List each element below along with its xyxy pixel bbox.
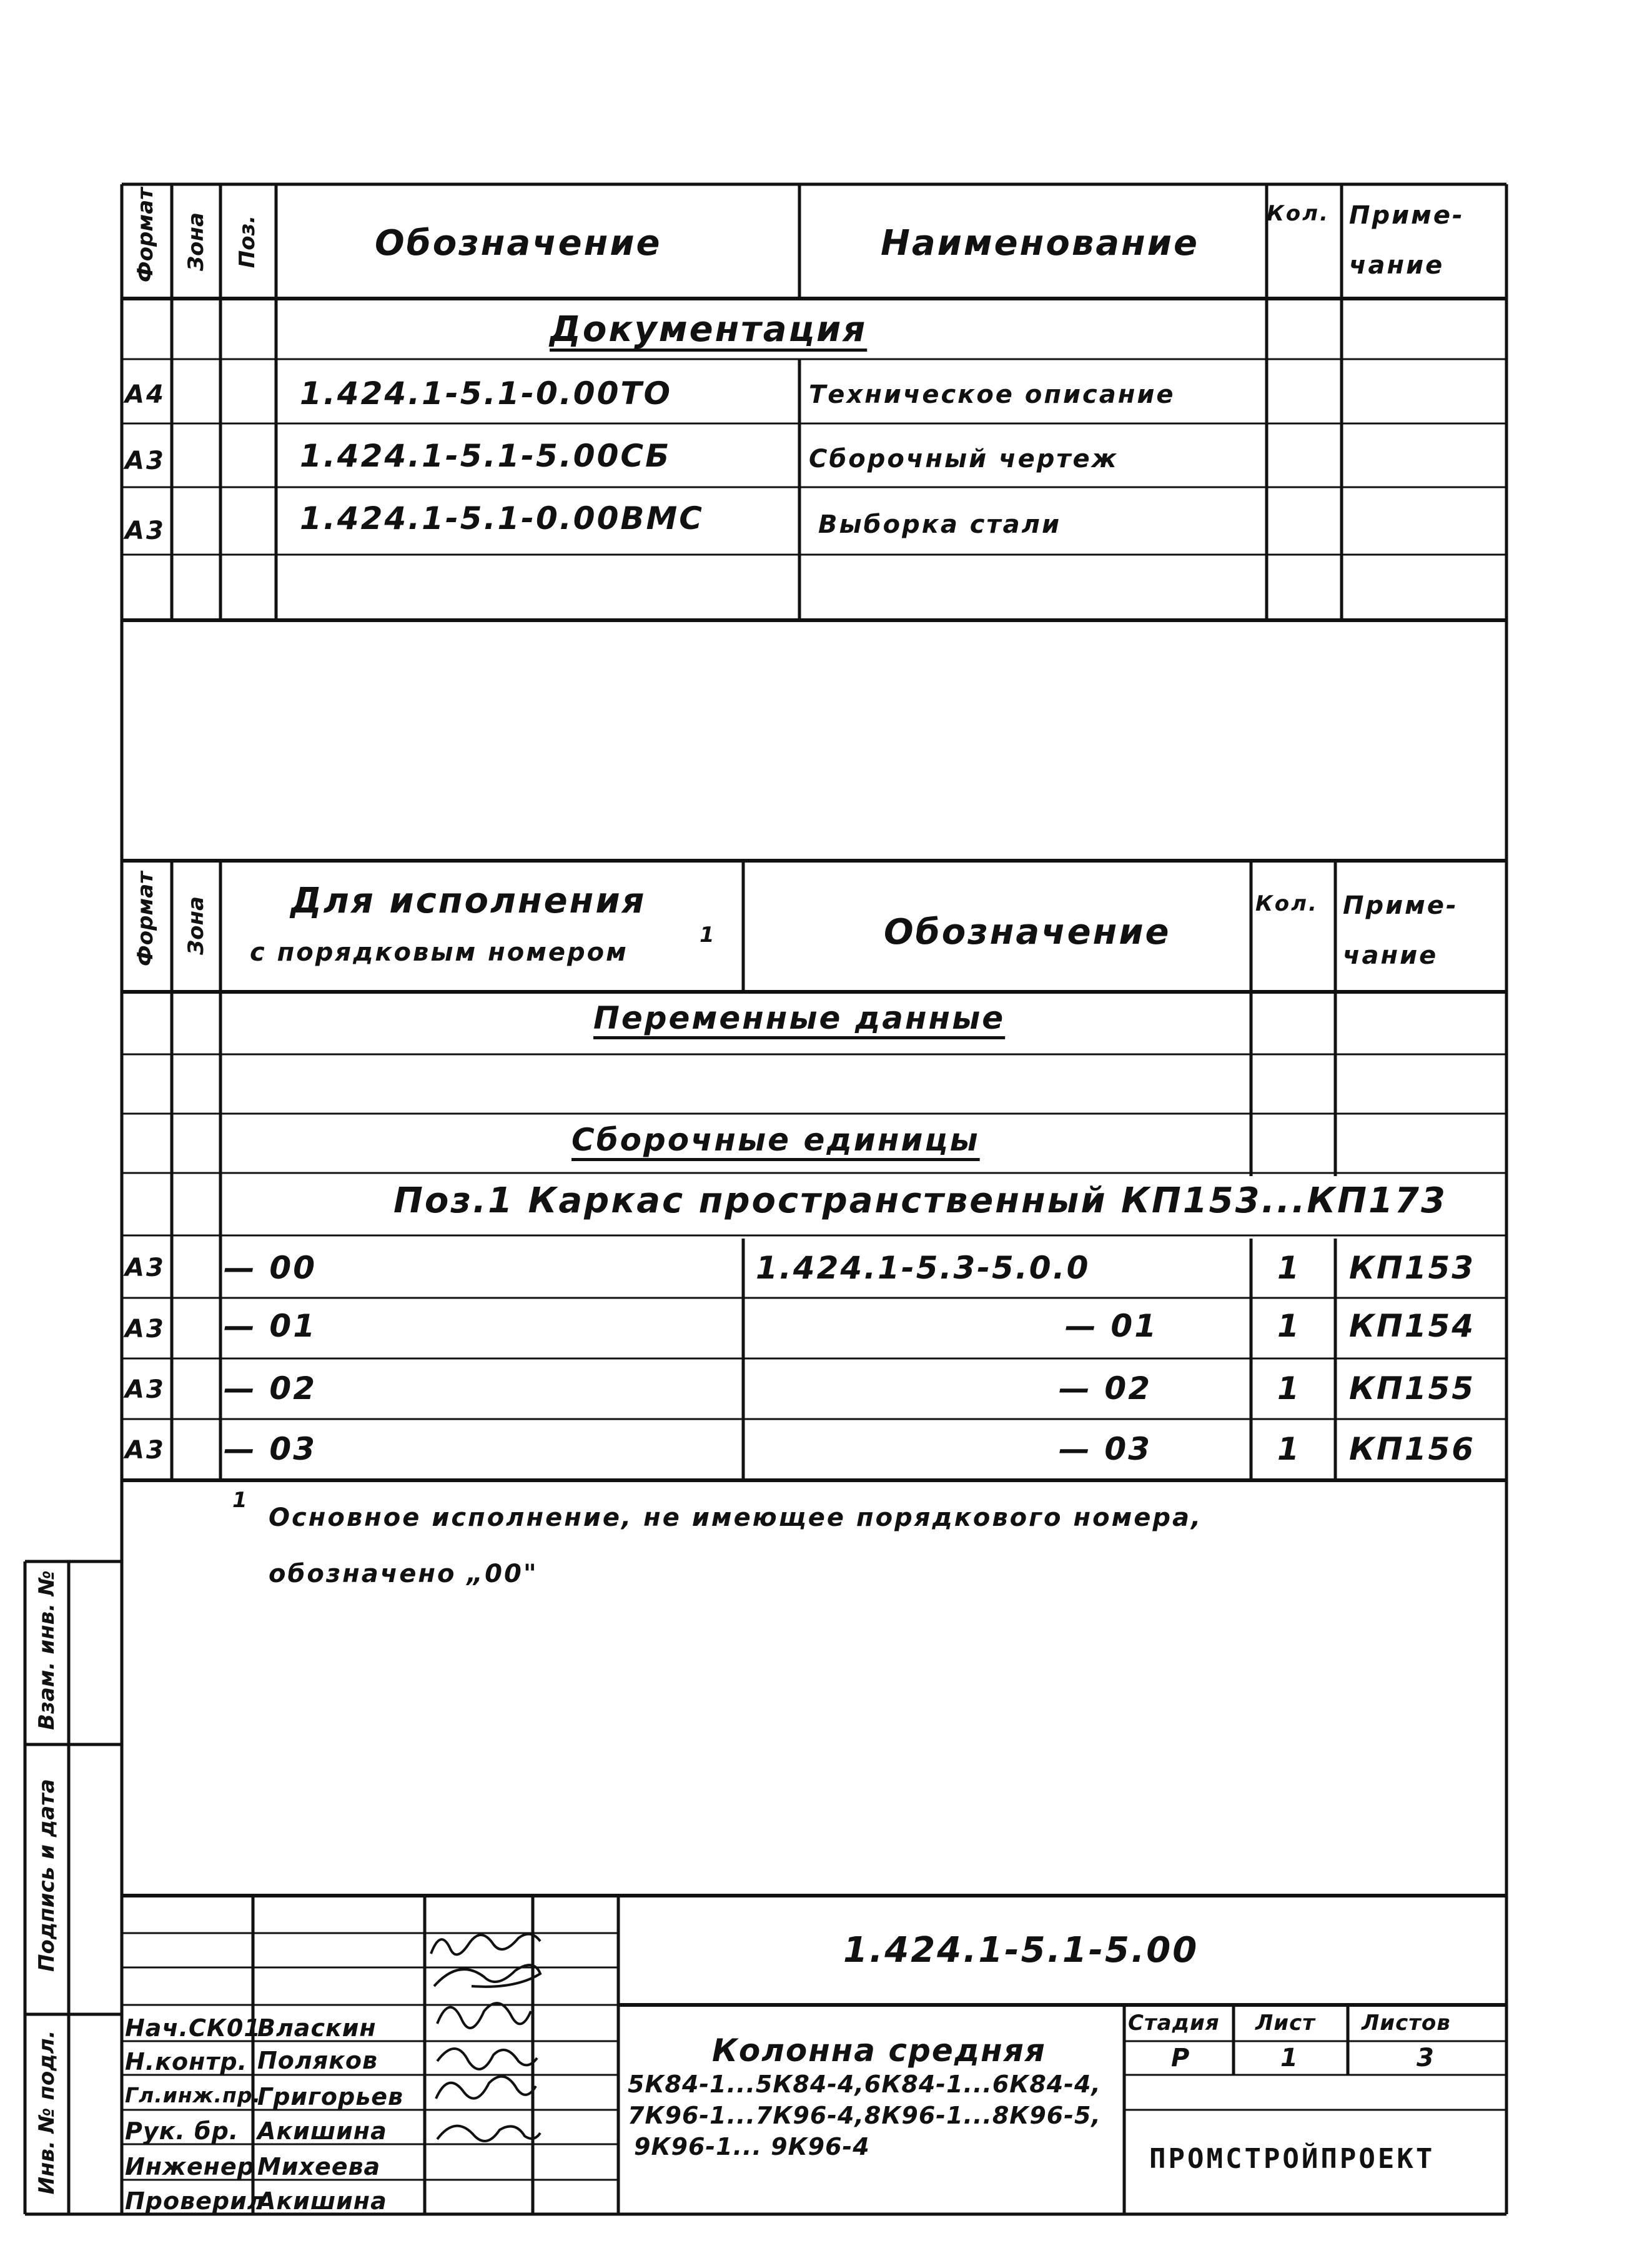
sheets-label: Листов [1362,2011,1451,2036]
sheet-label: Лист [1255,2011,1315,2036]
footnote-line-2: обозначено „00" [269,1560,538,1588]
header2-variant-1: Для исполнения [290,881,646,921]
staff-role-6: Проверил [125,2187,265,2215]
side-inv-orig: Инв. № подл. [34,2030,59,2195]
header2-designation: Обозначение [884,912,1171,952]
row1-name: Техническое описание [809,380,1175,409]
header-note-2: чание [1349,251,1445,280]
b-row4-designation: — 03 [1059,1431,1152,1467]
sheet-value: 1 [1280,2044,1300,2072]
row2-name: Сборочный чертеж [809,445,1119,473]
b-row1-variant: — 00 [224,1250,317,1286]
header-note-1: Приме- [1349,201,1465,230]
sheets-value: 3 [1417,2044,1436,2072]
staff-name-4: Акишина [257,2117,387,2145]
header2-qty: Кол. [1255,891,1318,916]
section-variable-data: Переменные данные [593,1000,1006,1036]
staff-name-6: Акишина [257,2187,387,2215]
b-row3-designation: — 02 [1059,1370,1152,1407]
section-assembly-units: Сборочные единицы [571,1122,980,1158]
section-documentation: Документация [550,309,868,350]
staff-name-3: Григорьев [257,2083,404,2110]
header2-note-2: чание [1343,941,1438,970]
b-row2-note: КП154 [1349,1308,1476,1344]
staff-role-2: Н.контр. [125,2048,248,2075]
row3-format: А3 [125,517,166,545]
header2-note-1: Приме- [1343,891,1458,920]
b-row2-qty: 1 [1277,1308,1301,1344]
header-format: Формат [133,187,158,282]
header2-format: Формат [133,871,158,966]
staff-role-4: Рук. бр. [125,2117,239,2145]
row1-format: А4 [125,380,166,409]
side-sign-date: Подпись и дата [34,1779,59,1972]
b-row2-designation: — 01 [1065,1308,1158,1344]
footnote-mark: 1 [232,1488,249,1513]
row3-name: Выборка стали [818,510,1061,539]
footnote-line-1: Основное исполнение, не имеющее порядкового номера, [269,1503,1203,1532]
row2-designation: 1.424.1-5.1-5.00СБ [300,438,671,474]
b-row3-format: А3 [125,1375,166,1404]
row1-designation: 1.424.1-5.1-0.00ТО [300,375,672,412]
b-row3-qty: 1 [1277,1370,1301,1407]
b-row3-variant: — 02 [224,1370,317,1407]
b-row4-qty: 1 [1277,1431,1301,1467]
title-line-3: 7К96-1...7К96-4,8К96-1...8К96-5, [628,2102,1101,2129]
b-row4-note: КП156 [1349,1431,1476,1467]
b-row4-variant: — 03 [224,1431,317,1467]
header-zone: Зона [184,212,209,271]
organization-name: ПРОМСТРОЙПРОЕКТ [1149,2143,1435,2175]
header2-variant-2: с порядковым номером [250,938,628,967]
row2-format: А3 [125,447,166,475]
document-code: 1.424.1-5.1-5.00 [843,1930,1199,1971]
side-replace-inv: Взам. инв. № [34,1570,59,1730]
header2-zone: Зона [184,896,209,955]
staff-name-2: Поляков [257,2047,378,2074]
b-row2-variant: — 01 [224,1308,317,1344]
header-designation: Обозначение [375,223,662,264]
staff-role-5: Инженер [125,2153,255,2180]
b-row1-designation: 1.424.1-5.3-5.0.0 [756,1250,1091,1286]
stage-value: Р [1171,2044,1192,2072]
b-row4-format: А3 [125,1436,166,1465]
header-name: Наименование [881,223,1199,264]
staff-name-1: Власкин [257,2014,377,2042]
b-row3-note: КП155 [1349,1370,1476,1407]
staff-role-3: Гл.инж.пр. [125,2083,261,2107]
header-pos: Поз. [235,215,260,269]
stage-label: Стадия [1128,2011,1220,2036]
title-line-4: 9К96-1... 9К96-4 [634,2133,870,2160]
b-row1-qty: 1 [1277,1250,1301,1286]
position-line: Поз.1 Каркас пространственный КП153...КП173 [393,1180,1447,1221]
b-row1-note: КП153 [1349,1250,1476,1286]
row3-designation: 1.424.1-5.1-0.00ВМС [300,500,704,537]
staff-name-5: Михеева [257,2153,381,2180]
staff-role-1: Нач.СК01 [125,2014,261,2042]
title-line-2: 5К84-1...5К84-4,6К84-1...6К84-4, [628,2070,1101,2098]
header2-footnote-mark: 1 [700,923,716,947]
b-row2-format: А3 [125,1315,166,1343]
title-line-1: Колонна средняя [712,2032,1046,2069]
header-qty: Кол. [1267,201,1330,226]
b-row1-format: А3 [125,1254,166,1282]
